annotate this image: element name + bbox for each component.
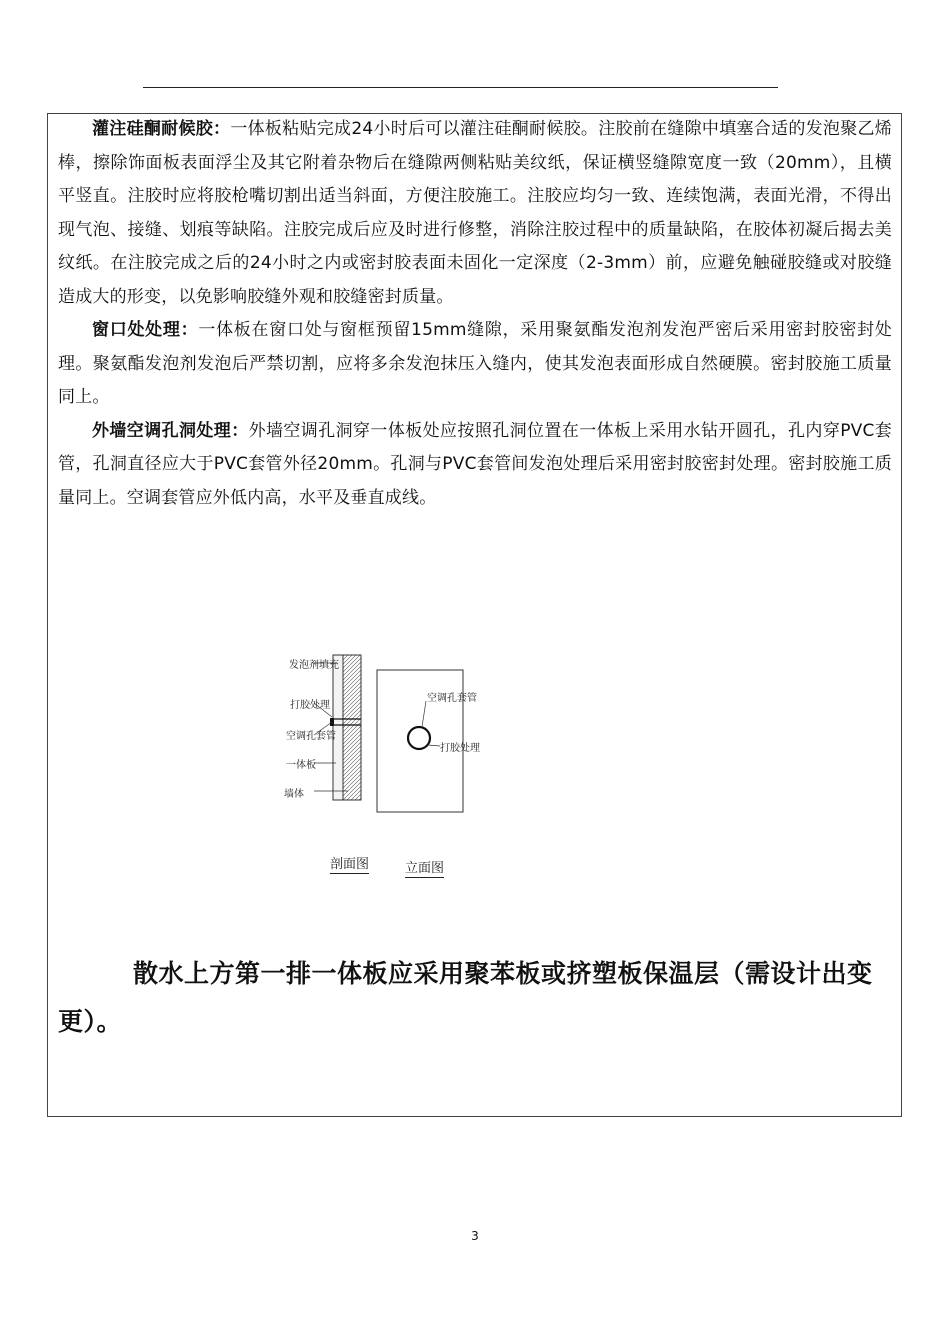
caption-section-view: 剖面图 [330, 853, 369, 874]
heading-window: 窗口处处理： [92, 320, 199, 340]
wall-layer [343, 655, 361, 800]
caption-elevation-view: 立面图 [405, 857, 444, 878]
label-sealant-elevation: 打胶处理 [440, 743, 480, 754]
body-window: 一体板在窗口处与窗框预留15mm缝隙，采用聚氨酯发泡剂发泡严密后采用密封胶密封处理。聚氨酯发泡剂发泡后严禁切割，应将多余发泡抹压入缝内，使其发泡表面形成自然硬膜。密封胶施工质量同上。 [58, 320, 892, 407]
paragraph-ac-hole [58, 415, 892, 516]
ac-hole-diagram [270, 645, 500, 885]
body-sealant: 一体板粘贴完成24小时后可以灌注硅酮耐候胶。注胶前在缝隙中填塞合适的发泡聚乙烯棒，擦除饰面板表面浮尘及其它附着杂物后在缝隙两侧粘贴美纹纸，保证横竖缝隙宽度一致（20mm），且横平竖直。注胶时应将胶枪嘴切割出适当斜面，方便注胶施工。注胶应均匀一致、连续饱满，表面光滑，不得出现气泡、接缝、划痕等缺陷。注胶完成后应及时进行修整，消除注胶过程中的质量缺陷，在胶体初凝后揭去美纹纸。在注胶完成之后的24小时之内或密封胶表面未固化一定深度（2-3mm）前，应避免触碰胶缝或对胶缝造成大的形变，以免影响胶缝外观和胶缝密封质量。 [58, 119, 892, 307]
label-sleeve-elevation: 空调孔套管 [427, 693, 477, 704]
body-ac-hole: 外墙空调孔洞穿一体板处应按照孔洞位置在一体板上采用水钻开圆孔，孔内穿PVC套管，孔洞直径应大于PVC套管外径20mm。孔洞与PVC套管间发泡处理后采用密封胶密封处理。密封胶施工质量同上。空调套管应外低内高，水平及垂直成线。 [58, 420, 892, 508]
label-sleeve-section: 空调孔套管 [286, 731, 336, 742]
label-wall: 墙体 [284, 789, 304, 800]
heading-sealant: 灌注硅酮耐候胶： [92, 119, 231, 139]
label-foam-fill: 发泡剂填充 [289, 660, 339, 671]
page-number: 3 [471, 1229, 479, 1243]
heading-ac-hole: 外墙空调孔洞处理： [92, 420, 249, 441]
label-sealant-section: 打胶处理 [290, 700, 330, 711]
paragraph-window [58, 314, 892, 415]
document-body [58, 113, 892, 515]
sleeve-circle [408, 727, 430, 749]
design-change-note: 散水上方第一排一体板应采用聚苯板或挤塑板保温层（需设计出变更）。 [58, 959, 873, 1036]
label-panel: 一体板 [286, 760, 316, 771]
paragraph-sealant [58, 113, 892, 314]
header-rule [143, 87, 778, 88]
